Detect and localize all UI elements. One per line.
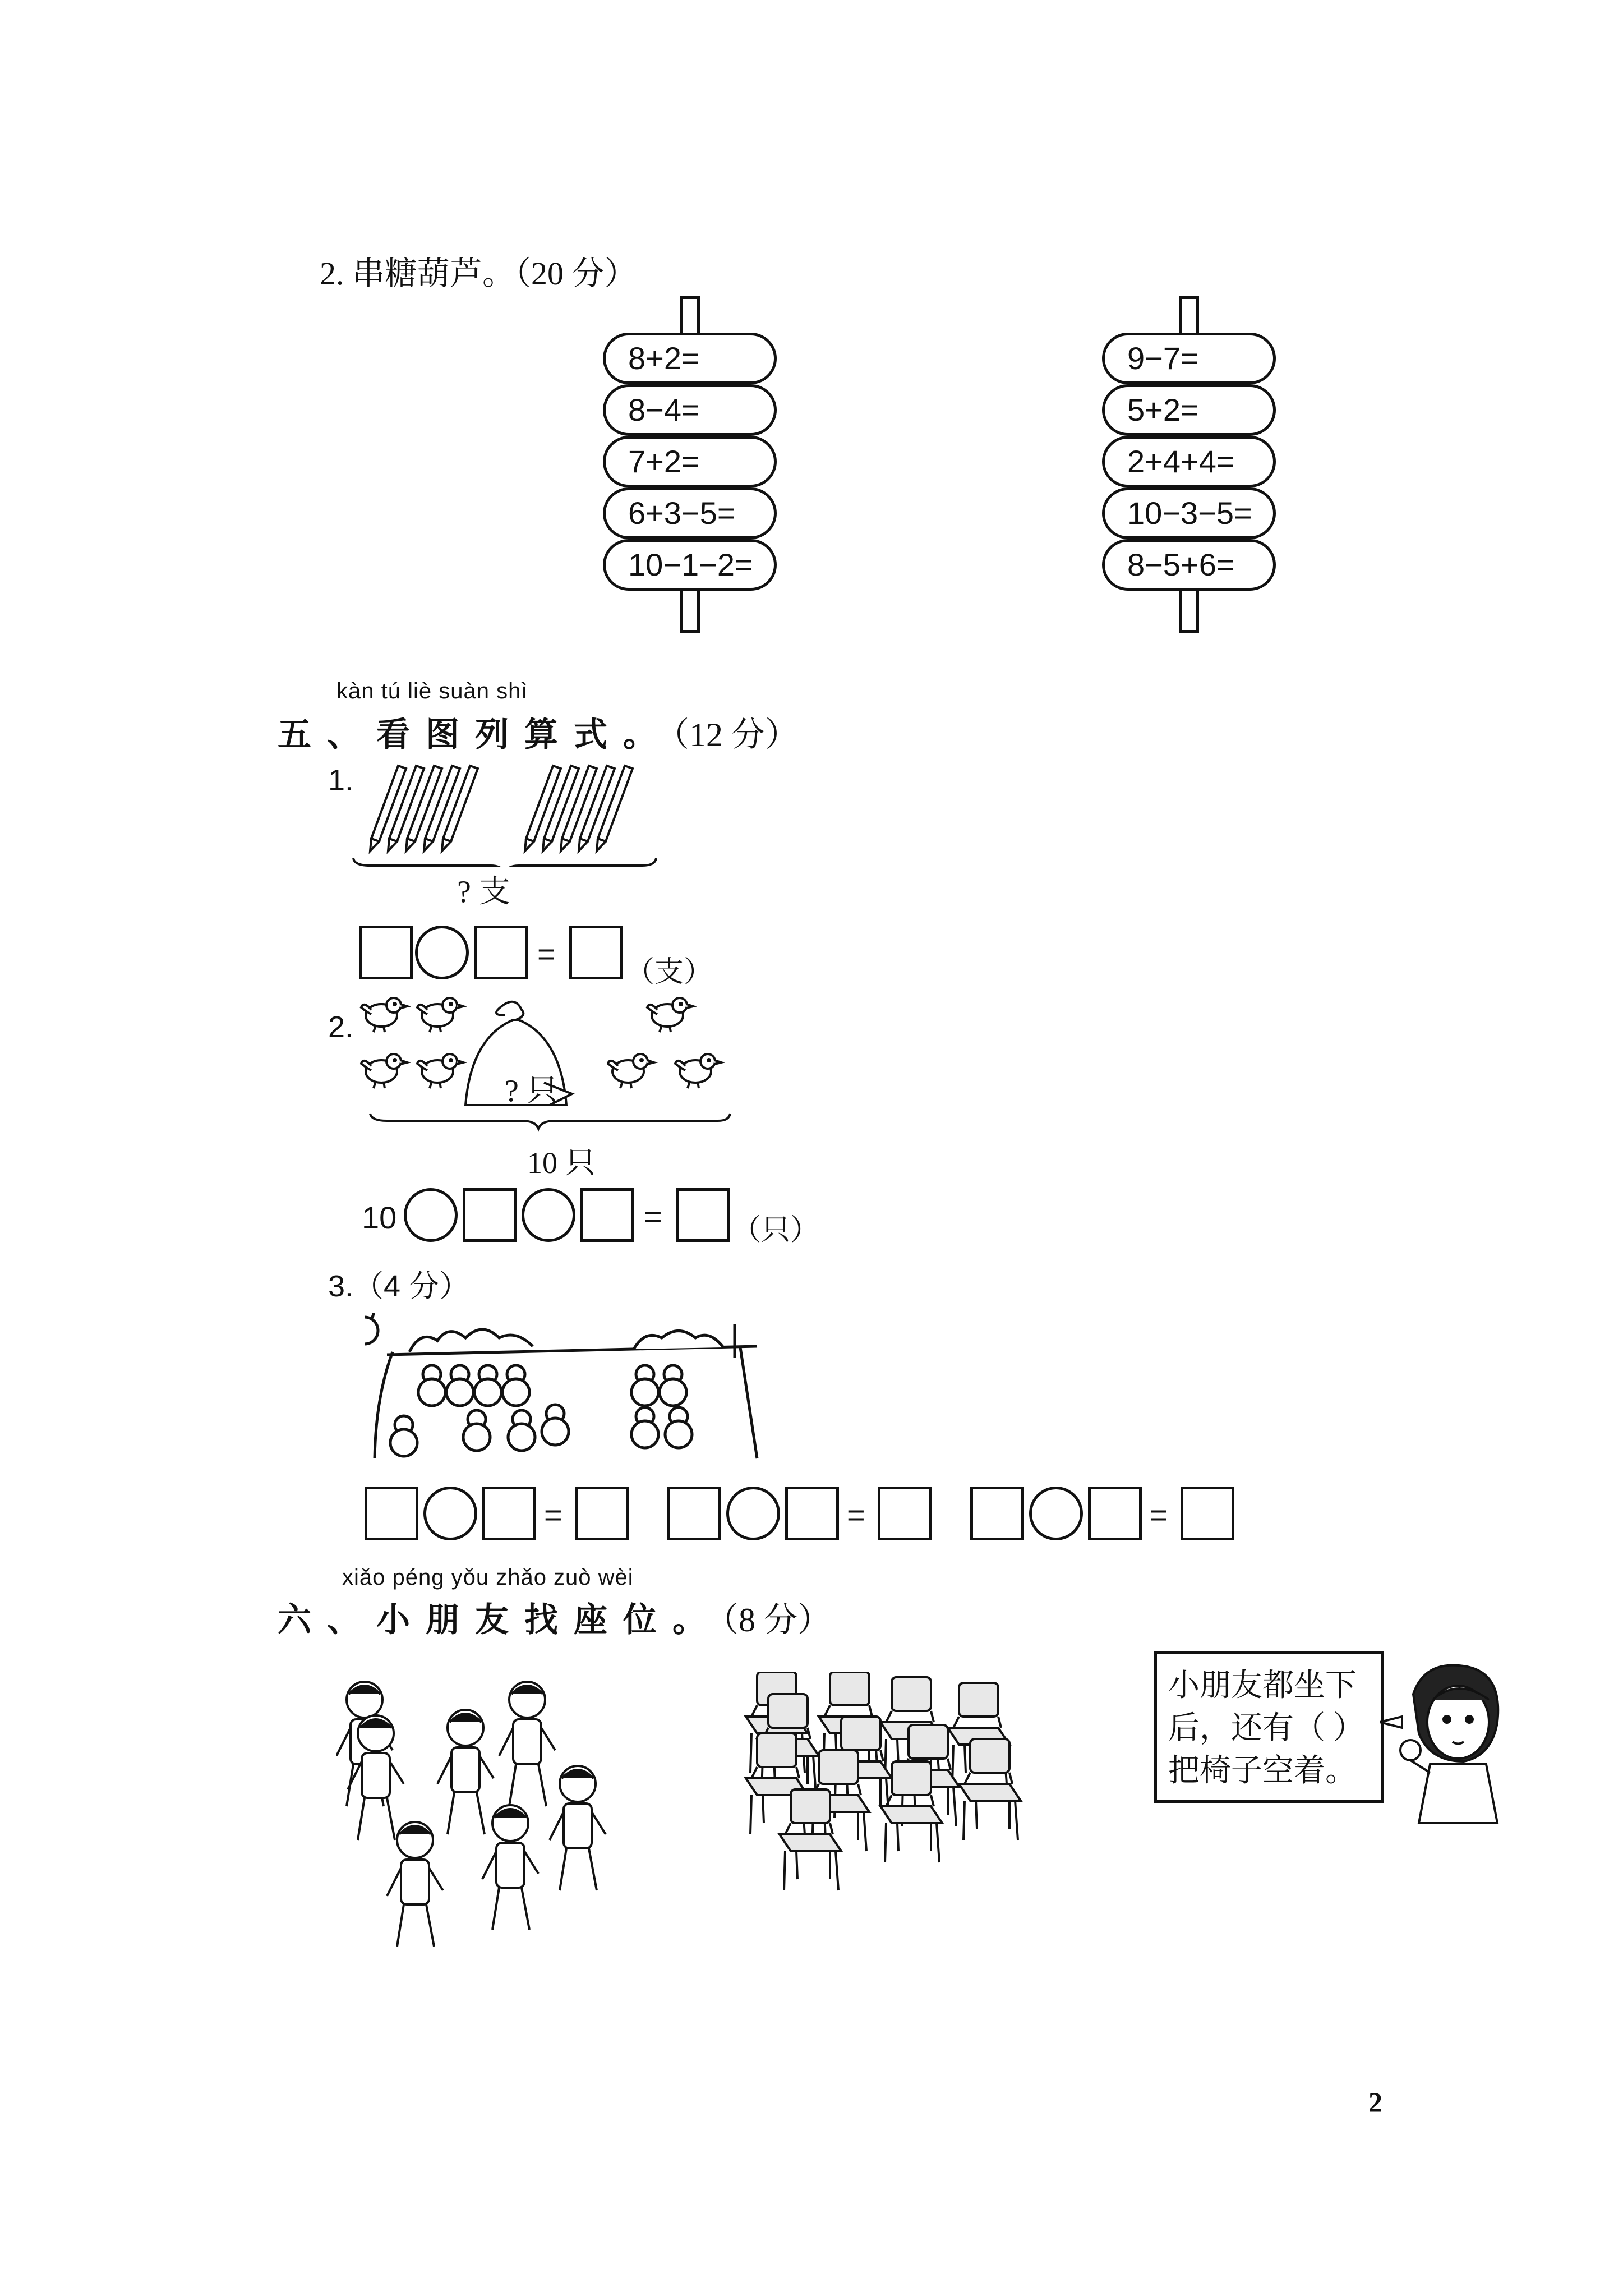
answer-box[interactable] bbox=[569, 926, 623, 979]
skewer-bead: 9−7= bbox=[1102, 333, 1276, 384]
skewer-bead: 10−3−5= bbox=[1102, 487, 1276, 539]
birds-total-label: 10 只 bbox=[527, 1146, 596, 1180]
left-skewer bbox=[603, 296, 777, 655]
girl-illustration bbox=[1380, 1660, 1520, 1829]
skewer-bead: 8−4= bbox=[603, 384, 777, 436]
chairs-illustration bbox=[740, 1672, 1054, 1896]
section-5-title bbox=[278, 708, 799, 756]
skewer-bead: 2+4+4= bbox=[1102, 436, 1276, 487]
equals-sign: = bbox=[1150, 1497, 1168, 1533]
answer-box[interactable] bbox=[676, 1188, 730, 1242]
answer-box[interactable] bbox=[878, 1487, 932, 1540]
answer-box[interactable] bbox=[482, 1487, 536, 1540]
operator-circle[interactable] bbox=[1029, 1487, 1083, 1540]
operator-circle[interactable] bbox=[404, 1188, 458, 1242]
unit-label: （只） bbox=[732, 1214, 820, 1246]
answer-box[interactable] bbox=[785, 1487, 839, 1540]
operator-circle[interactable] bbox=[522, 1188, 575, 1242]
answer-box[interactable] bbox=[970, 1487, 1024, 1540]
problem-1-label: 1. bbox=[328, 763, 354, 797]
operator-circle[interactable] bbox=[415, 926, 469, 979]
right-skewer bbox=[1102, 296, 1276, 655]
page-number: 2 bbox=[1368, 2086, 1382, 2118]
children-illustration bbox=[336, 1677, 651, 1963]
section-6-points: （8 分） bbox=[722, 1602, 831, 1639]
skewer-bead: 8+2= bbox=[603, 333, 777, 384]
gourd-trellis-illustration bbox=[365, 1313, 768, 1470]
answer-box[interactable] bbox=[474, 926, 528, 979]
operator-circle[interactable] bbox=[423, 1487, 477, 1540]
section-6-title-text: 六、小朋友找座位。 bbox=[278, 1602, 722, 1639]
problem-3-label: 3.（4 分） bbox=[328, 1269, 470, 1303]
speech-line: 后，还有（ ） bbox=[1168, 1711, 1364, 1746]
answer-box[interactable] bbox=[580, 1188, 634, 1242]
section-5-points: （12 分） bbox=[672, 716, 799, 753]
pencils-illustration bbox=[348, 754, 662, 867]
unit-label: （支） bbox=[625, 956, 713, 988]
answer-box[interactable] bbox=[359, 926, 413, 979]
answer-box[interactable] bbox=[463, 1188, 517, 1242]
skewer-bead: 6+3−5= bbox=[603, 487, 777, 539]
answer-box[interactable] bbox=[1181, 1487, 1234, 1540]
speech-line: 把椅子空着。 bbox=[1168, 1754, 1357, 1788]
skewer-bead: 5+2= bbox=[1102, 384, 1276, 436]
equals-sign: = bbox=[537, 936, 556, 972]
bag-label: ? 只 bbox=[505, 1074, 558, 1108]
answer-box[interactable] bbox=[667, 1487, 721, 1540]
skewer-stick-top bbox=[1179, 296, 1199, 335]
skewer-bead: 7+2= bbox=[603, 436, 777, 487]
answer-box[interactable] bbox=[365, 1487, 418, 1540]
equals-sign: = bbox=[644, 1199, 662, 1234]
skewer-stick-bottom bbox=[680, 588, 700, 633]
start-number: 10 bbox=[362, 1200, 397, 1235]
skewer-stick-top bbox=[680, 296, 700, 335]
skewer-bead: 8−5+6= bbox=[1102, 539, 1276, 591]
speech-line: 小朋友都坐下 bbox=[1168, 1668, 1357, 1703]
operator-circle[interactable] bbox=[726, 1487, 780, 1540]
section-6-pinyin: xiǎo péng yǒu zhǎo zuò wèi bbox=[342, 1565, 634, 1590]
equals-sign: = bbox=[544, 1497, 562, 1533]
pencils-total-label: ? 支 bbox=[457, 875, 510, 909]
section-5-title-text: 五、看图列算式。 bbox=[278, 716, 672, 753]
problem-2-label: 2. bbox=[328, 1010, 354, 1044]
answer-box[interactable] bbox=[575, 1487, 629, 1540]
equals-sign: = bbox=[847, 1497, 865, 1533]
question-2-title: 2. 串糖葫芦。（20 分） bbox=[320, 255, 637, 292]
speech-bubble bbox=[1154, 1651, 1384, 1803]
skewer-stick-bottom bbox=[1179, 588, 1199, 633]
section-6-title bbox=[278, 1593, 831, 1641]
section-5-pinyin: kàn tú liè suàn shì bbox=[336, 679, 528, 703]
skewer-bead: 10−1−2= bbox=[603, 539, 777, 591]
answer-box[interactable] bbox=[1088, 1487, 1142, 1540]
